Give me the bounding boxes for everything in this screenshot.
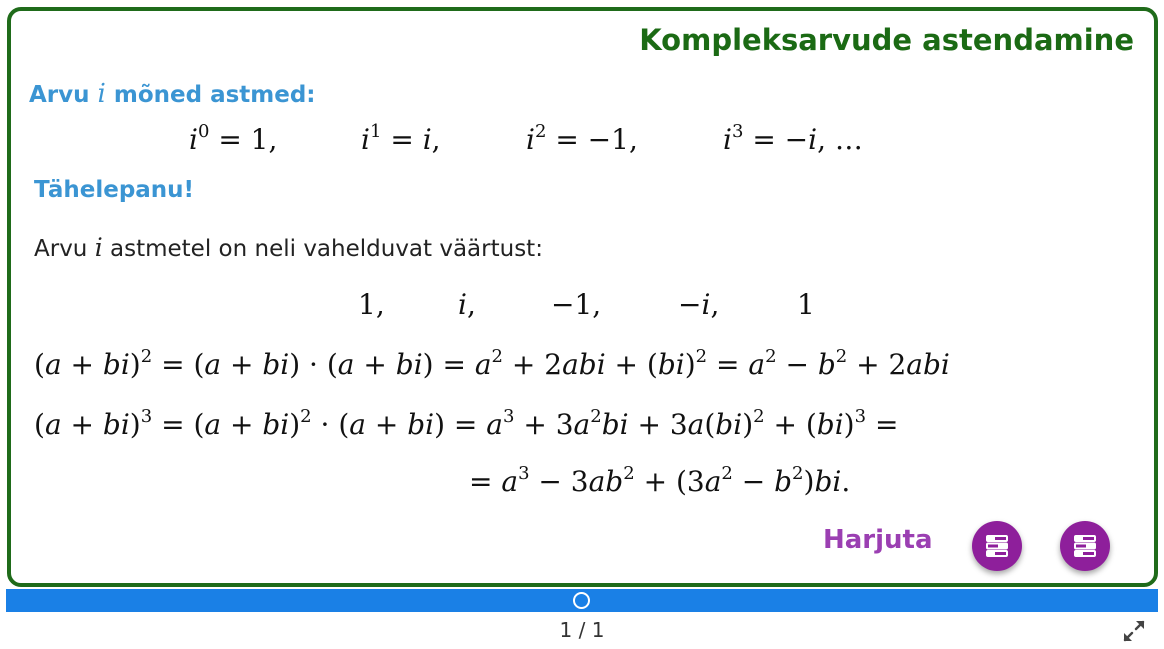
note-variable: i — [94, 233, 103, 262]
slide-card — [7, 7, 1158, 587]
exercise-list-icon — [984, 534, 1010, 558]
cycle-value: 1 — [797, 288, 815, 321]
note-prefix: Arvu — [34, 236, 95, 262]
cycle-value: 1, — [358, 288, 385, 321]
powers-heading-variable: i — [97, 79, 106, 109]
page-current: 1 — [559, 618, 573, 642]
page-separator: / — [578, 618, 586, 642]
power-1: $i^1 = i$, — [361, 121, 441, 156]
cube-equation: $(a + bi)^3 = (a + bi)^2 \cdot (a + bi) = a^3 + 3a^2bi + 3a(bi)^2 + (bi)^3$ = — [34, 406, 899, 441]
square-equation: $(a + bi)^2 = (a + bi) \cdot (a + bi) = a^2 + 2abi + (bi)^2 = a^2 - b^2 + 2abi$ — [34, 346, 950, 381]
progress-marker[interactable] — [573, 592, 590, 609]
exercise-list-icon — [1072, 534, 1098, 558]
cube-equation-result: = $a^3 - 3ab^2 + (3a^2 - b^2)bi$. — [469, 463, 851, 498]
practice-button-2[interactable] — [1060, 521, 1110, 571]
cycle-values — [11, 288, 1154, 328]
slide-title: Kompleksarvude astendamine — [639, 23, 1134, 57]
power-0: $i^0 = 1$, — [189, 121, 278, 156]
powers-formula — [11, 123, 1154, 163]
page-total: 1 — [591, 618, 605, 642]
cycle-value: −1, — [551, 288, 602, 321]
expand-icon — [1121, 618, 1147, 644]
note-heading: Tähelepanu! — [34, 177, 195, 203]
note-suffix: astmetel on neli vahelduvat väärtust: — [102, 236, 543, 262]
fullscreen-button[interactable] — [1121, 618, 1147, 644]
power-3: $i^3 = -i$, … — [723, 121, 863, 156]
practice-label: Harjuta — [823, 525, 933, 555]
powers-heading — [29, 79, 316, 109]
slide-progress-bar[interactable] — [6, 589, 1158, 612]
powers-heading-prefix: Arvu — [29, 82, 98, 108]
page-indicator — [0, 618, 1164, 642]
practice-button-1[interactable] — [972, 521, 1022, 571]
note-paragraph — [34, 233, 543, 262]
power-2: $i^2 = -1$, — [526, 121, 638, 156]
powers-heading-suffix: mõned astmed: — [105, 82, 316, 108]
cycle-value: −i, — [678, 288, 720, 321]
cycle-value: i, — [458, 288, 476, 321]
